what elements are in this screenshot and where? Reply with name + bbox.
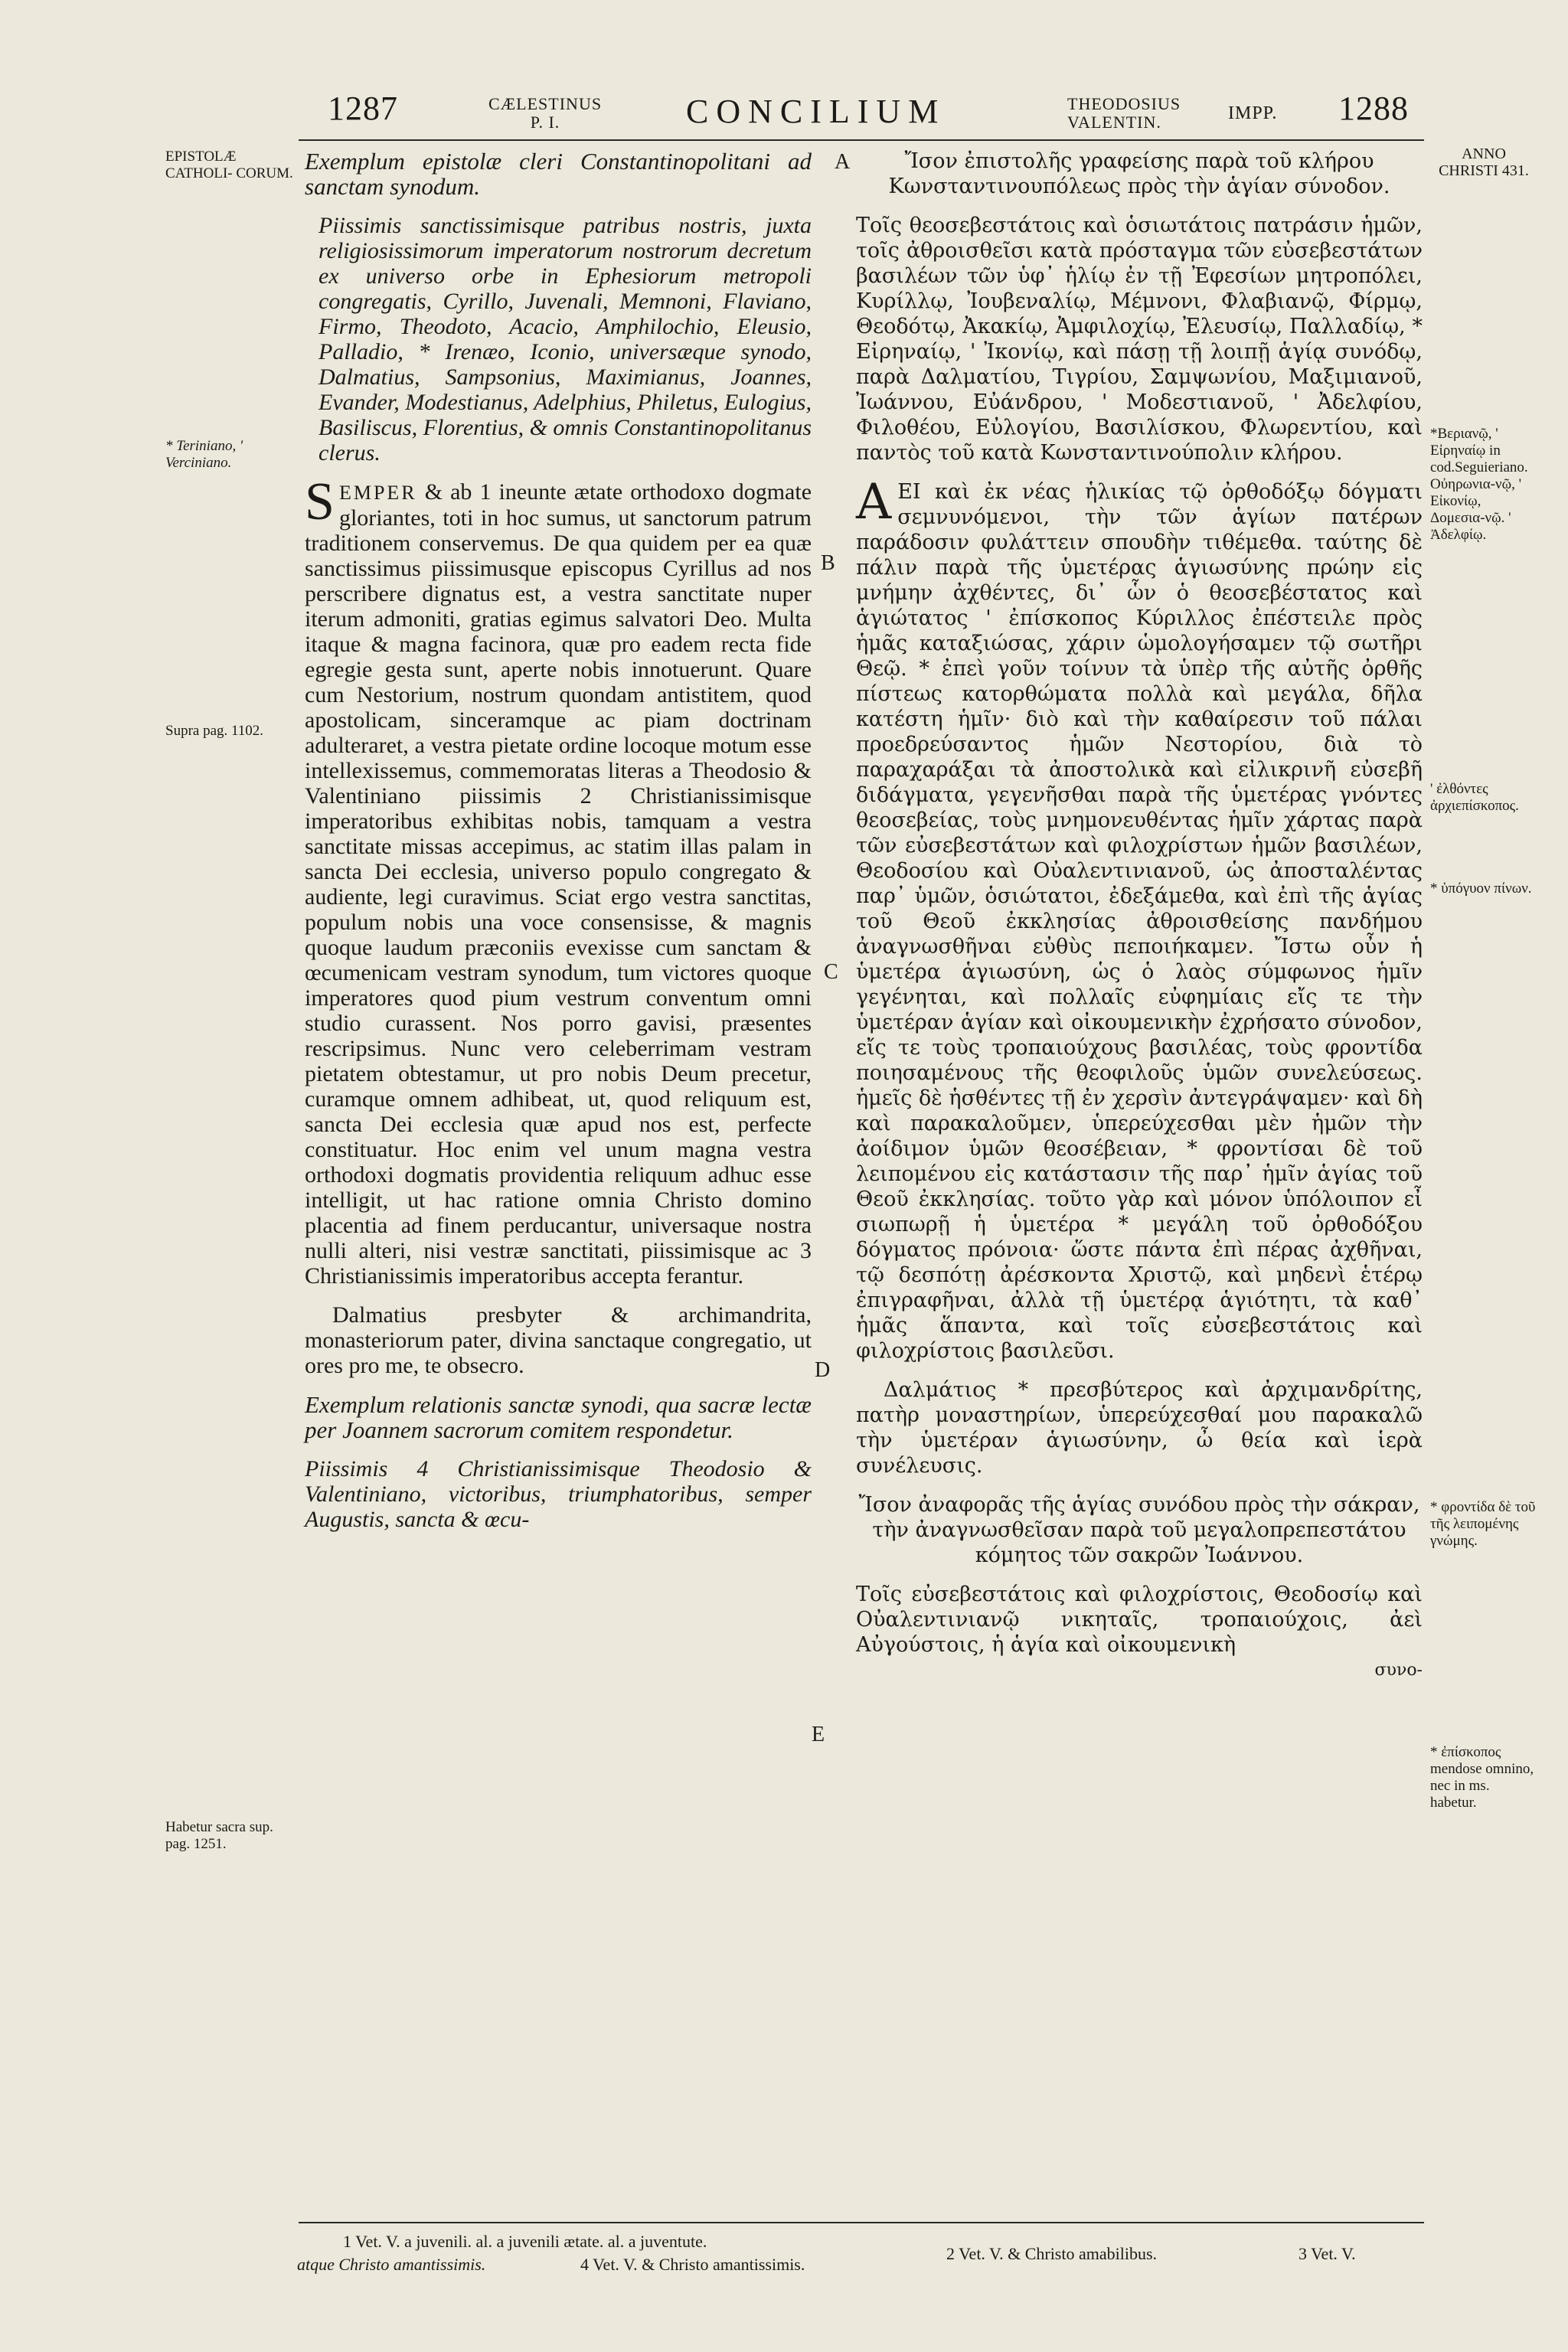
greek-drop-cap: Α xyxy=(856,474,892,531)
header-rule xyxy=(299,139,1424,141)
section-marker-c: C xyxy=(824,960,838,984)
greek-dalmatius: Δαλμάτιος * πρεσβύτερος καὶ ἀρχιμανδρίτης, πατὴρ μοναστηρίων, ὑπερεύχεσθαί μου παρακαλῶ τὴν ὑμετέραν ἁγιωσύνην, ὦ θεία καὶ ἱερὰ συνέλευσις. xyxy=(856,1378,1423,1478)
greek-body-text: ΕΙ καὶ ἐκ νέας ἡλικίας τῷ ὀρθοδόξῳ δόγματι σεμνυνόμενοι, τὴν τῶν ἁγίων πατέρων παράδοσιν φυλάττειν σπουδὴν τιθέμεθα. ταύτης δὲ πάλιν παρὰ τῆς ὑμετέρας ἁγιωσύνης πρώην εἰς μνήμην ἀχθέντες, δι᾽ ὧν ὁ θεοσεβέστατος καὶ ἁγιώτατος ' ἐπίσκοπος Κύριλλος ἐπέστειλε πρὸς ἡμᾶς καταξιώσας, χάριν ὡμολογήσαμεν τῷ σωτῆρι Θεῷ. * ἐπεὶ γοῦν τοίνυν τὰ ὑπὲρ τῆς αὐτῆς ὀρθῆς πίστεως κατορθώματα πολλὰ καὶ μεγάλα, δῆλα κατέστη ἡμῖν· διὸ καὶ τὴν καθαίρεσιν τοῦ πάλαι προεδρεύσαντος ἡμῶν Νεστορίου, διὰ τὸ παραχαράξαι τὰ ἀποστολικὰ καὶ εἰλικρινῆ εὐσεβῆ διδάγματα, γεγενῆσθαι παρὰ τῆς ὑμετέρας γνόντες θεοσεβείας, τοὺς μνημονευθέντας ἡμῖν χάρτας παρὰ τῶν εὐσεβεστάτων καὶ φιλοχρίστων ἡμῶν βασιλέων, Θεοδοσίου καὶ Οὐαλεντινιανοῦ, ὡς ἀποσταλέντας παρ᾽ ὑμῶν, ὁσιώτατοι, ἐδεξάμεθα, καὶ ἐπὶ τῆς ἁγίας τοῦ Θεοῦ ἐκκλησίας ἀθροισθείσης πανδήμου ἀναγνωσθῆναι εὐθὺς πεποιήκαμεν. Ἴστω οὖν ἡ ὑμετέρα ἁγιωσύνη, ὡς ὁ λαὸς σύμφωνος ἡμῖν γεγένηται, καὶ πολλαῖς εὐφημίαις εἴς τε τὴν ὑμετέραν ἁγίαν καὶ οἰκουμενικὴν ἐχρήσατο σύνοδον, εἴς τε τοὺς τροπαιούχους βασιλέας, τοὺς φροντίδα ποιησαμένους τῆς θεοφιλοῦς ὑμῶν συνελεύσεως. ἡμεῖς δὲ ἡσθέντες τῇ ἐν χερσὶν ἀντεγράψαμεν· καὶ δὴ καὶ παρακαλοῦμεν, ὑπερεύχεσθαι μὲν ἡμῶν τὴν ἀοίδιμον ὑμῶν θεοσέβειαν, * φροντίσαι δὲ τοῦ λειπομένου εἰς κατάστασιν τῆς παρ᾽ ἡμῖν ἁγίας τοῦ Θεοῦ ἐκκλησίας. τοῦτο γὰρ καὶ μόνον ὑπόλοιπον εἶ σιωπωρῇ ἡ ὑμετέρα * μεγάλη τοῦ ὀρθοδόξου δόγματος πρόνοια· ὥστε πάντα ἐπὶ πέρας ἀχθῆναι, τῷ δεσπότῃ ἀρέσκοντα Χριστῷ, καὶ μηδενὶ ἑτέρῳ ἐπιγραφῆναι, ἀλλὰ τῇ ὑμετέρᾳ ἁγιότητι, τὰ καθ᾽ ἡμᾶς ἅπαντα, καὶ τοῖς εὐσεβεστάτοις καὶ φιλοχρίστοις βασιλεῦσι. xyxy=(856,480,1423,1363)
footnote-3: 3 Vet. V. xyxy=(1298,2244,1356,2263)
footnote-rule xyxy=(299,2222,1424,2223)
latin-title-2: Exemplum relationis sanctæ synodi, qua sacræ lectæ per Joannem sacrorum comitem respondetur. xyxy=(305,1391,812,1443)
theodosius-line1: THEODOSIUS xyxy=(1067,94,1181,113)
page-number-left: 1287 xyxy=(328,90,398,127)
margin-note-5: * ἐπίσκοπος mendose omnino, nec in ms. habetur. xyxy=(1430,1744,1534,1811)
margin-habetur: Habetur sacra sup. pag. 1251. xyxy=(165,1819,273,1852)
latin-last-paragraph: Piissimis 4 Christianissimisque Theodosio & Valentiniano, victoribus, triumphatoribus, semper Augustis, sancta & œcu- xyxy=(305,1456,812,1532)
footnote-1: 1 Vet. V. a juvenili. al. a juvenili ætate. al. a juventute. xyxy=(343,2232,707,2251)
margin-note-2: ' ἐλθόντες ἀρχιεπίσκοπος. xyxy=(1430,781,1519,814)
margin-epistolae: EPISTOLÆ CATHOLI- CORUM. xyxy=(165,149,293,181)
latin-column xyxy=(305,149,812,2017)
greek-title-1: Ἴσον ἐπιστολῆς γραφείσης παρὰ τοῦ κλήρου Κωνσταντινουπόλεως πρὸς τὴν ἁγίαν σύνοδον. xyxy=(888,149,1390,198)
margin-anno-christi: ANNO CHRISTI 431. xyxy=(1439,145,1529,179)
margin-note-3: * ὑπόγυον πίνων. xyxy=(1430,880,1532,897)
section-marker-e: E xyxy=(812,1723,825,1746)
latin-drop-cap: S xyxy=(305,472,335,531)
latin-dalmatius: Dalmatius presbyter & archimandrita, monasteriorum pater, divina sanctaque congregatio, ut ores pro me, te obsecro. xyxy=(305,1302,812,1378)
section-marker-d: D xyxy=(815,1358,831,1382)
greek-address: Τοῖς θεοσεβεστάτοις καὶ ὁσιωτάτοις πατράσιν ἡμῶν, τοῖς ἀθροισθεῖσι κατὰ πρόσταγμα τῶν εὐσεβεστάτων βασιλέων τῶν ὑφ᾽ ἡλίῳ ἐν τῇ Ἐφεσίων μητροπόλει, Κυρίλλῳ, Ἰουβεναλίῳ, Μέμνονι, Φλαβιανῷ, Φίρμῳ, Θεοδότῳ, Ἀκακίῳ, Ἀμφιλοχίῳ, Ἐλευσίῳ, Παλλαδίῳ, * Εἰρηναίῳ, ' Ἰκονίῳ, καὶ πάσῃ τῇ λοιπῇ ἁγίᾳ συνόδῳ, παρὰ Δαλματίου, Τιγρίου, Σαμψωνίου, Μαξιμιανοῦ, Ἰωάννου, Εὐάνδρου, ' Μοδεστιανοῦ, ' Ἀδελφίου, Φιλοθέου, Εὐλογίου, Βασιλίσκου, Φλωρεντίου, καὶ παντὸς τοῦ κατὰ Κωνσταντινούπολιν κλήρου. xyxy=(856,214,1423,465)
latin-body-text: & ab 1 ineunte ætate orthodoxo dogmate gloriantes, toti in hoc sumus, ut sanctorum patrum traditionem conservemus. De qua quidem per ea quæ sanctissimus piissimusque episcopus Cyrillus ad nos perscribere dignatus est, a vestra sanctitate nuper iterum admoniti, gratias egimus salvatori Deo. Multa itaque & magna facinora, quæ pro eadem recta fide egregie gesta sunt, aperte nobis innotuerunt. Quare cum Nestorium, nostrum quondam antistitem, quod apostolicam, sinceramque ac piam doctrinam adulteraret, a vestra pietate ordine locoque motum esse intellexissemus, commemoratas literas a Theodosio & Valentiniano piissimis 2 Christianissimisque imperatoribus exhibitas nobis, tamquam a vestra sanctitate missas accepimus, ac statim illas palam in sancta Dei ecclesia, universo populo congregato & audiente, legi curavimus. Sciat ergo vestra sanctitas, populum nobis una voce consensisse, & magnis quoque laudum præconiis evexisse cum sanctam & œcumenicam vestram synodum, tum victores quoque imperatores quod pium vestrum conventum omni studio curassent. Nos porro gavisi, præsentes rescripsimus. Nunc vero celeberrimam vestram pietatem obtestamur, ut pro nobis Deum precetur, curamque omnem adhibeat, ut, quod reliquum est, sancta Dei ecclesia quæ apud nos est, perfecte constituatur. Hoc enim vel unum magna vestra orthodoxi dogmatis providentia reliquum adhuc esse intelligit, ut hac ratione omnia Christo domino placentia ad finem perducantur, universaque nostra nulli alteri, nisi vestræ sanctitati, piissimisque ac 3 Christianissimis imperatoribus accepta ferantur. xyxy=(305,479,812,1289)
margin-variant-note: * Teriniano, ' Verciniano. xyxy=(165,438,243,471)
section-marker-b: B xyxy=(821,551,835,575)
latin-title-1: Exemplum epistolæ cleri Constantinopolitani ad sanctam synodum. xyxy=(305,148,812,200)
greek-title-2: Ἴσον ἀναφορᾶς τῆς ἁγίας συνόδου πρὸς τὴν σάκραν, τὴν ἀναγνωσθεῖσαν παρὰ τοῦ μεγαλοπρεπεστάτου κόμητος τῶν σακρῶν Ἰωάννου. xyxy=(858,1493,1420,1567)
margin-note-1: *Βεριανῷ, ' Εἰρηναίῳ in cod.Seguieriano. Οὐηρωνια-νῷ, ' Εἰκονίῳ, Δομεσια-νῷ. ' Ἀδελφίῳ. xyxy=(1430,426,1528,543)
running-head-celestinus xyxy=(469,95,622,132)
section-marker-a: A xyxy=(835,150,851,174)
page-number-right: 1288 xyxy=(1338,90,1409,127)
running-head-impp: IMPP. xyxy=(1228,103,1278,123)
greek-catchword: συνο- xyxy=(1374,1661,1423,1680)
latin-body xyxy=(305,472,812,1289)
latin-body-caps: EMPER xyxy=(338,482,417,504)
footnote-4-prefix: atque Christo amantissimis. xyxy=(297,2255,486,2274)
running-head-theodosius xyxy=(1067,95,1181,132)
celestinus-line1: CÆLESTINUS xyxy=(488,94,603,113)
margin-supra: Supra pag. 1102. xyxy=(165,723,264,739)
greek-column xyxy=(856,149,1423,2017)
footnote-4: 4 Vet. V. & Christo amantissimis. xyxy=(580,2255,805,2274)
margin-note-4: * φροντίδα δὲ τοῦ τῆς λειπομένης γνώμης. xyxy=(1430,1499,1536,1549)
greek-last-paragraph: Τοῖς εὐσεβεστάτοις καὶ φιλοχρίστοις, Θεοδοσίῳ καὶ Οὐαλεντινιανῷ νικηταῖς, τροπαιούχοις, ἀεὶ Αὐγούστοις, ἡ ἁγία καὶ οἰκουμενικὴ xyxy=(856,1583,1423,1657)
running-head-concilium: CONCILIUM xyxy=(686,93,946,130)
latin-address: Piissimis sanctissimisque patribus nostris, juxta religiosissimorum imperatorum nostrorum decretum ex universo orbe in Ephesiorum metropoli congregatis, Cyrillo, Juvenali, Memnoni, Flaviano, Firmo, Theodoto, Acacio, Amphilochio, Eleusio, Palladio, * Irenæo, Iconio, universæque synodo, Dalmatius, Sampsonius, Maximianus, Joannes, Evander, Modestianus, Adelphius, Philetus, Eulogius, Basiliscus, Florentius, & omnis Constantinopolitanus clerus. xyxy=(318,213,812,466)
footnote-2: 2 Vet. V. & Christo amabilibus. xyxy=(946,2244,1158,2263)
theodosius-line2: VALENTIN. xyxy=(1067,113,1161,132)
greek-body xyxy=(856,474,1423,1364)
celestinus-line2: P. I. xyxy=(530,113,560,132)
